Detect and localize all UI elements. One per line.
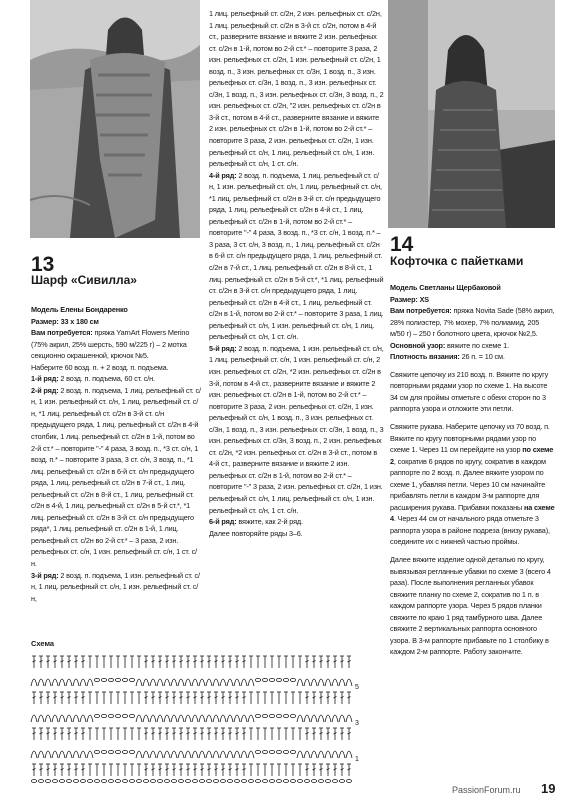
scarf-instructions-continued	[209, 8, 384, 539]
stitch-mark	[73, 780, 78, 783]
stitch-mark	[255, 780, 260, 783]
stitch-mark	[87, 751, 93, 758]
stitch-mark	[122, 750, 127, 753]
stitch-mark	[73, 679, 79, 686]
stitch-mark	[269, 780, 274, 783]
body-paragraph: Свяжите цепочку из 210 возд. п. Вяжите по кругу повторными рядами узор по схеме 1. На высоте 34 см для проймы отметьте с обеих сторон по 3 раппорта узора и отложите эти петли.	[390, 369, 549, 414]
stitch-mark	[346, 780, 351, 783]
stitch-mark	[234, 780, 239, 783]
stitch-mark	[150, 751, 156, 758]
stitch-mark	[213, 780, 218, 783]
stitch-mark	[80, 780, 85, 783]
stitch-mark	[220, 679, 226, 686]
stitch-mark	[304, 751, 310, 758]
materials-line: Вам потребуется: пряжа YarnArt Flowers Merino (75% акрил, 25% шерсть, 590 м/225 г) – 2 мотка секционно окрашенной, крючок №5.	[31, 328, 190, 361]
stitch-mark	[45, 679, 51, 686]
stitch-mark	[339, 780, 344, 783]
stitch-mark	[248, 679, 254, 686]
stitch-mark	[241, 715, 247, 722]
stitch-mark	[332, 780, 337, 783]
row-2: 2-й ряд: 2 возд. п. подъема, 1 лиц. рельефный ст. с/н, 1 изн. рельефный ст. с/н, 1 лиц. рельефный ст. с/н, *1 лиц. рельефный ст. с/2н в 3-й ст. с/н предыдущего ряда, 1 лиц. рельефный ст. с/2н в 4-й столбик, 1 лиц. рельефный ст. с/2н в 1-й, потом во 2-й ст.* – повторите "-" 4 раза, 3 возд. п., *3 ст. с/н, 1 возд. п.* – повторите 3 раза, 3 ст. с/н, 3 возд. п., *1 лиц. рельефный ст. с/2н в 6-й ст. с/н предыдущего ряда, 1 лиц. рельефный ст. с/2н в 7-й ст., 1 лиц. рельефный ст. с/2н в 8-й ст., 1 лиц. рельефный ст. с/2н в 4-й, 1 лиц. рельефный ст. с/2н в 5-й ст.*, *1 лиц. рельефный ст. с/2н в 3-й ст. с/н предыдущего ряда*, 1 лиц. рельефный ст. с/2н в 1-й, 1 лиц. рельефный ст. с/2н во 2-й ст.* – 3 раза, 2 изн. рельефных ст. с/н, 1 изн. рельефный ст. с/н, 1 ст. с/н.	[31, 385, 201, 569]
row-3: 3-й ряд: 2 возд. п. подъема, 1 изн. рельефный ст. с/н, 1 лиц. рельефный ст. с/н, 1 изн. рельефный ст. с/н,	[31, 570, 200, 603]
stitch-mark	[199, 780, 204, 783]
stitch-mark	[45, 715, 51, 722]
crochet-chart	[28, 650, 368, 785]
stitch-mark	[157, 780, 162, 783]
pattern-line: Основной узор: вяжите по схеме 1.	[390, 340, 509, 350]
row-number-label: 3	[355, 720, 359, 727]
stitch-mark	[234, 715, 240, 722]
stitch-mark	[157, 751, 163, 758]
stitch-mark	[262, 780, 267, 783]
model-credit: Модель Светланы Щербаковой	[390, 283, 501, 292]
stitch-mark	[276, 678, 281, 681]
stitch-mark	[206, 751, 212, 758]
stitch-mark	[206, 780, 211, 783]
stitch-mark	[311, 715, 317, 722]
stitch-mark	[31, 751, 37, 758]
stitch-mark	[52, 780, 57, 783]
stitch-mark	[227, 679, 233, 686]
stitch-mark	[94, 714, 99, 717]
stitch-mark	[339, 715, 345, 722]
stitch-mark	[115, 678, 120, 681]
finishing-paragraph: Далее вяжите изделие одной деталью по кругу, вывязывая регланные убавки по схеме 3 (всего 4 раза). После выполнения регланных убавок свяжите планку по схеме 2, сократив по 1 п. в каждом раппорте узора. Через 5 рядов планки свяжите по краю 1 ряд тамбурного шва. Далее свяжите 2 вертикальных раппорта основного узора. В 3-м раппорте прибавьте по 1 столбику в каждом 2-м раппорте. Работу закончите.	[390, 555, 551, 657]
stitch-mark	[87, 715, 93, 722]
site-watermark: PassionForum.ru	[452, 785, 521, 795]
row-5: 5-й ряд: 2 возд. п. подъема, 1 изн. рельефный ст. с/н, 1 лиц. рельефный ст. с/н, 1 изн. рельефный ст. с/н, 2 изн. рельефных ст. с/2н, *2 изн. рельефных ст. с/2н в 3-й, потом в 4-й ст., разверните вязание и вяжите 2 изн. рельефных ст. с/2н в 1-й, потом во 2-й ст.* – повторите 3 раза, 2 изн. рельефных ст. с/2н, 1 изн. рельефный ст. с/н, 1 возд. п., 3 изн. рельефных ст. с/3н, 1 возд. п., 3 изн. рельефных ст. с/3н, 1 возд. п., 3 изн. рельефных ст. с/3н, 3 возд. п., 2 изн. рельефных ст. с/2н, *2 изн. рельефных ст. с/2н в 3-й ст., потом в 4-й ст., разверните вязание и вяжите 2 изн. рельефных ст. с/2н в 1-й, потом во 2-й ст.* – повторите "-" 3 раза, 2 изн. рельефных ст. с/2н, 1 изн. рельефный ст. с/н, 1 лиц. рельефный ст. с/н, 1 изн. рельефный ст. с/н, 1 ст. с/н.	[209, 343, 384, 515]
stitch-mark	[164, 751, 170, 758]
stitch-mark	[52, 751, 58, 758]
stitch-mark	[283, 780, 288, 783]
stitch-mark	[192, 751, 198, 758]
stitch-mark	[66, 715, 72, 722]
stitch-mark	[185, 679, 191, 686]
stitch-mark	[220, 715, 226, 722]
stitch-mark	[87, 679, 93, 686]
stitch-mark	[297, 780, 302, 783]
stitch-mark	[227, 715, 233, 722]
stitch-mark	[283, 750, 288, 753]
stitch-mark	[227, 780, 232, 783]
item-number: 14	[390, 233, 414, 256]
stitch-mark	[178, 715, 184, 722]
stitch-mark	[269, 678, 274, 681]
stitch-mark	[108, 678, 113, 681]
stitch-mark	[220, 780, 225, 783]
stitch-mark	[59, 780, 64, 783]
stitch-mark	[199, 715, 205, 722]
stitch-mark	[115, 780, 120, 783]
stitch-mark	[346, 715, 352, 722]
stitch-mark	[262, 714, 267, 717]
stitch-mark	[115, 750, 120, 753]
stitch-mark	[31, 715, 37, 722]
stitch-mark	[234, 751, 240, 758]
stitch-mark	[52, 715, 58, 722]
crochet-chart-symbols	[31, 656, 352, 783]
stitch-mark	[325, 751, 331, 758]
stitch-mark	[38, 751, 44, 758]
stitch-mark	[31, 780, 36, 783]
stitch-mark	[255, 714, 260, 717]
row-6: 6-й ряд: вяжите, как 2-й ряд.	[209, 517, 303, 527]
stitch-mark	[346, 679, 352, 686]
stitch-mark	[290, 714, 295, 717]
stitch-mark	[290, 678, 295, 681]
stitch-mark	[185, 715, 191, 722]
stitch-mark	[199, 679, 205, 686]
stitch-mark	[248, 780, 253, 783]
stitch-mark	[325, 780, 330, 783]
model-credit: Модель Елены Бондаренко	[31, 305, 128, 314]
stitch-mark	[136, 780, 141, 783]
row-4: 4-й ряд: 2 возд. п. подъема, 1 лиц. рельефный ст. с/н, 1 изн. рельефный ст. с/н, 1 лиц. рельефный ст. с/н, *1 лиц. рельефный ст. с/2н в 3-й ст. с/н предыдущего ряда, 1 лиц. рельефный ст. с/2н в 4-й ст., 1 лиц. рельефный ст. с/2н в 1-й, потом во 2-й ст.* – повторите "-" 4 раза, 3 возд. п., *3 ст. с/н, 1 возд. п.* – 3 раза, 3 ст. с/н, 3 возд. п., 1 лиц. рельефный ст. с/2н в 6-й ст. с/н предыдущего ряда, 1 лиц. рельефный ст. с/2н в 7-й ст., 1 лиц. рельефный ст. с/2н в 8-й ст., 1 лиц. рельефный ст. с/2н в 5-й ст.*, *1 лиц. рельефный ст. с/2н в 3-й ст. с/н предыдущего ряда, 1 лиц. рельефный ст. с/2н в 4-й ст., 1 лиц. рельефный ст. с/2н в 1-й, потом во 2-й ст.* – повторите 3 раза, 1 лиц. рельефный ст. с/н, 1 изн. рельефный ст. с/н, 1 лиц. рельефный ст. с/н, 1 ст. с/н.	[209, 170, 384, 342]
stitch-mark	[185, 780, 190, 783]
stitch-mark	[192, 679, 198, 686]
stitch-mark	[164, 715, 170, 722]
stitch-mark	[122, 678, 127, 681]
stitch-mark	[290, 780, 295, 783]
stitch-mark	[325, 715, 331, 722]
stitch-mark	[38, 715, 44, 722]
stitch-mark	[178, 751, 184, 758]
size-line: Размер: 33 х 180 см	[31, 316, 99, 326]
stitch-mark	[122, 714, 127, 717]
stitch-mark	[101, 678, 106, 681]
stitch-mark	[269, 750, 274, 753]
stitch-mark	[101, 780, 106, 783]
stitch-mark	[213, 679, 219, 686]
stitch-mark	[59, 751, 65, 758]
stitch-mark	[108, 780, 113, 783]
row-3-continued: 1 лиц. рельефный ст. с/2н, 2 изн. рельефных ст. с/2н, 1 лиц. рельефный ст. с/2н в 3-й ст. с/2н, потом в 4-й ст., разверните вязание и вяжите 2 изн. рельефных ст. с/2н в 1-й, потом во 2-й ст.* – повторите 3 раза, 2 изн. рельефных ст. с/2н, 1 изн. рельефный ст. с/2н, 1 возд. п., 3 изн. рельефных ст. с/3н, 1 возд. п., 3 изн. рельефных ст. с/3н, 1 возд. п., 3 изн. рельефных ст. с/3н, 1 возд. п., 3 изн. рельефных ст. с/3н, 3 возд. п., 2 изн. рельефных ст. с/2н, "2 изн. рельефных ст. с/2н в 3-й ст., потом в 4-й ст., разверните вязание и вяжите 2 изн. рельефных ст. с/2н в 1-й, потом во 2-й ст.* – повторите 3 раза, 2 изн. рельефных ст. с/2н, 1 изн. рельефный ст. с/н, 1 лиц. рельефный ст. с/н, 1 изн. рельефный ст. с/н, 1 ст. с/н.	[209, 9, 384, 169]
stitch-mark	[332, 679, 338, 686]
stitch-mark	[38, 780, 43, 783]
stitch-mark	[38, 679, 44, 686]
scarf-instructions	[31, 304, 201, 604]
stitch-mark	[171, 715, 177, 722]
stitch-mark	[136, 679, 142, 686]
stitch-mark	[304, 780, 309, 783]
schema-label: Схема	[31, 639, 55, 648]
sleeve-paragraph: Свяжите рукава. Наберите цепочку из 70 возд. п. Вяжите по кругу повторными рядами узор по схеме 1. Через 11 см перейдите на узор по схеме 2, сократив 6 рядов по кругу, сократив в каждом раппорте по 2 возд. п. Далее вяжите узором по схеме 1, убавляя петли. Через 10 см начинайте прибавлять петли в каждом 3-м раппорте для расширения рукава. Прибавки показаны на схеме 4. Через 44 см от начального ряда отметьте 3 раппорта узора в районе подреза (внизу рукава), соедините их с нижней частью проймы.	[390, 422, 555, 547]
stitch-mark	[94, 678, 99, 681]
top-instructions	[390, 282, 555, 658]
stitch-mark	[318, 715, 324, 722]
stitch-mark	[255, 678, 260, 681]
stitch-mark	[171, 780, 176, 783]
stitch-mark	[129, 750, 134, 753]
stitch-mark	[171, 751, 177, 758]
stitch-mark	[80, 679, 86, 686]
row-1: 1-й ряд: 2 возд. п. подъема, 60 ст. с/н.	[31, 374, 155, 384]
stitch-mark	[332, 715, 338, 722]
stitch-mark	[45, 751, 51, 758]
stitch-mark	[325, 679, 331, 686]
stitch-mark	[339, 751, 345, 758]
stitch-mark	[52, 679, 58, 686]
stitch-mark	[276, 780, 281, 783]
stitch-mark	[311, 679, 317, 686]
stitch-mark	[129, 678, 134, 681]
stitch-mark	[199, 751, 205, 758]
stitch-mark	[339, 679, 345, 686]
stitch-mark	[346, 751, 352, 758]
stitch-mark	[297, 715, 303, 722]
stitch-mark	[304, 679, 310, 686]
stitch-mark	[157, 715, 163, 722]
stitch-mark	[143, 715, 149, 722]
stitch-mark	[248, 751, 254, 758]
stitch-mark	[283, 714, 288, 717]
stitch-mark	[108, 714, 113, 717]
stitch-mark	[108, 750, 113, 753]
stitch-mark	[262, 750, 267, 753]
stitch-mark	[213, 751, 219, 758]
materials-line: Вам потребуется: пряжа Novita Sade (58% акрил, 28% полиэстер, 7% мохер, 7% полиамид, 205 м/50 г) – 250 г болотного цвета, крючок №2,5.	[390, 306, 555, 339]
stitch-mark	[318, 751, 324, 758]
stitch-mark	[143, 679, 149, 686]
stitch-mark	[227, 751, 233, 758]
stitch-mark	[262, 678, 267, 681]
stitch-mark	[80, 715, 86, 722]
stitch-mark	[164, 679, 170, 686]
stitch-mark	[101, 750, 106, 753]
stitch-mark	[318, 780, 323, 783]
item-number: 13	[31, 253, 55, 276]
stitch-mark	[150, 679, 156, 686]
stitch-mark	[143, 751, 149, 758]
scarf-model-photo	[30, 0, 200, 238]
stitch-mark	[59, 715, 65, 722]
repeat-line: Далее повторяйте ряды 3–6.	[209, 528, 303, 538]
stitch-mark	[171, 679, 177, 686]
stitch-mark	[80, 751, 86, 758]
stitch-mark	[178, 780, 183, 783]
stitch-mark	[66, 679, 72, 686]
stitch-mark	[136, 715, 142, 722]
stitch-mark	[206, 679, 212, 686]
stitch-mark	[297, 679, 303, 686]
stitch-mark	[94, 750, 99, 753]
stitch-mark	[318, 679, 324, 686]
stitch-mark	[192, 715, 198, 722]
row-number-label: 1	[355, 756, 359, 763]
stitch-mark	[206, 715, 212, 722]
stitch-mark	[192, 780, 197, 783]
stitch-mark	[115, 714, 120, 717]
stitch-mark	[220, 751, 226, 758]
stitch-mark	[150, 780, 155, 783]
density-line: Плотность вязания: 26 п. = 10 см.	[390, 352, 505, 362]
stitch-mark	[73, 751, 79, 758]
stitch-mark	[276, 714, 281, 717]
size-line: Размер: XS	[390, 294, 429, 304]
row-number-label: 5	[355, 684, 359, 691]
stitch-mark	[234, 679, 240, 686]
stitch-mark	[45, 780, 50, 783]
stitch-mark	[304, 715, 310, 722]
stitch-mark	[129, 714, 134, 717]
stitch-mark	[94, 780, 99, 783]
stitch-mark	[332, 751, 338, 758]
item-title: Кофточка с пайетками	[390, 254, 524, 268]
stitch-mark	[157, 679, 163, 686]
stitch-mark	[297, 751, 303, 758]
stitch-mark	[136, 751, 142, 758]
stitch-mark	[248, 715, 254, 722]
stitch-mark	[241, 679, 247, 686]
stitch-mark	[311, 780, 316, 783]
stitch-mark	[290, 750, 295, 753]
stitch-mark	[143, 780, 148, 783]
stitch-mark	[213, 715, 219, 722]
stitch-mark	[66, 780, 71, 783]
stitch-mark	[59, 679, 65, 686]
stitch-mark	[276, 750, 281, 753]
stitch-mark	[241, 751, 247, 758]
stitch-mark	[269, 714, 274, 717]
cast-on-line: Наберите 60 возд. п. + 2 возд. п. подъема.	[31, 362, 169, 372]
stitch-mark	[101, 714, 106, 717]
stitch-mark	[31, 679, 37, 686]
top-model-photo	[388, 0, 555, 228]
stitch-mark	[66, 751, 72, 758]
stitch-mark	[241, 780, 246, 783]
stitch-mark	[283, 678, 288, 681]
item-title: Шарф «Сивилла»	[31, 273, 137, 287]
stitch-mark	[164, 780, 169, 783]
stitch-mark	[150, 715, 156, 722]
stitch-mark	[255, 750, 260, 753]
stitch-mark	[185, 751, 191, 758]
stitch-mark	[129, 780, 134, 783]
page-number: 19	[541, 781, 556, 796]
stitch-mark	[311, 751, 317, 758]
stitch-mark	[178, 679, 184, 686]
stitch-mark	[87, 780, 92, 783]
stitch-mark	[73, 715, 79, 722]
stitch-mark	[122, 780, 127, 783]
